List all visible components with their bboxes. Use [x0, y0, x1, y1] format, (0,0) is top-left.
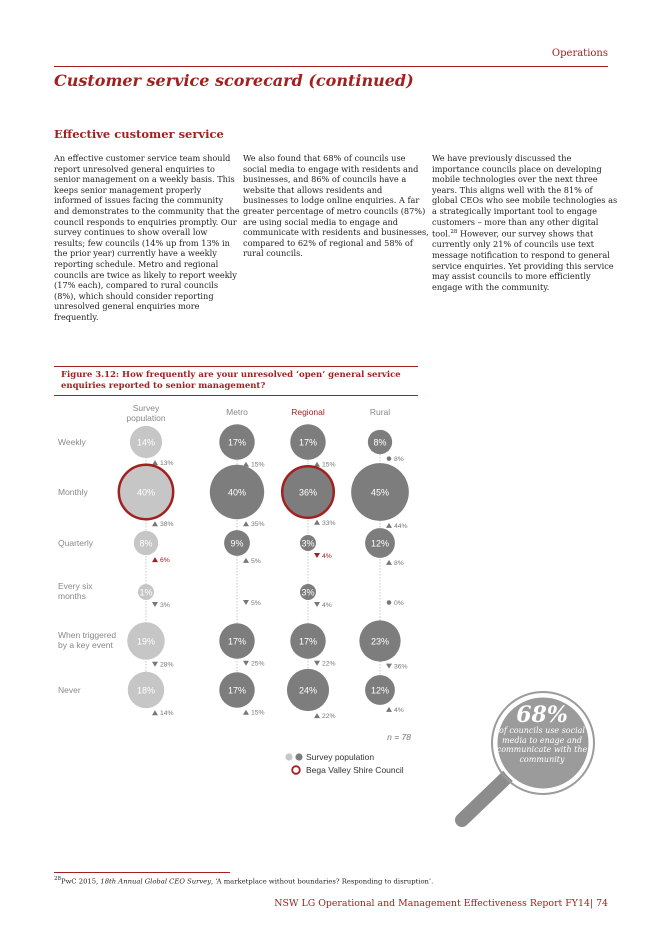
- prior-year-label: 28%: [160, 661, 174, 669]
- bubble-value-label: 3%: [301, 538, 315, 549]
- bubble-value-label: 18%: [136, 685, 156, 696]
- prior-year-label: 14%: [160, 710, 174, 718]
- prior-year-label: 13%: [160, 460, 174, 468]
- legend-label: Survey population: [306, 752, 375, 762]
- bubble-value-label: 23%: [370, 636, 390, 647]
- triangle-up-icon: [243, 521, 249, 526]
- footnote-reference: 28: [450, 229, 458, 236]
- row-label-line: Monthly: [58, 487, 88, 497]
- legend-label: Bega Valley Shire Council: [306, 765, 404, 775]
- bubble-value-label: 14%: [136, 437, 156, 448]
- triangle-up-icon: [314, 713, 320, 718]
- section-heading: Effective customer service: [54, 127, 224, 141]
- bubble-value-label: 1%: [139, 587, 153, 598]
- prior-year-label: 38%: [160, 521, 174, 529]
- bubble-value-label: 9%: [230, 538, 244, 549]
- bubble-value-label: 17%: [227, 685, 247, 696]
- callout-value: 68%: [516, 702, 568, 728]
- prior-year-label: 25%: [251, 660, 265, 668]
- column-header: Regional: [291, 407, 325, 417]
- chart-marks: [58, 403, 411, 775]
- prior-year-label: 4%: [394, 706, 404, 714]
- triangle-down-icon: [386, 664, 392, 669]
- bubble-value-label: 17%: [298, 437, 318, 448]
- triangle-down-icon: [243, 661, 249, 666]
- triangle-down-icon: [152, 662, 158, 667]
- row-label-line: by a key event: [58, 640, 113, 650]
- prior-year-label: 15%: [251, 461, 265, 469]
- column-header: Metro: [226, 407, 248, 417]
- legend-highlight-swatch: [292, 766, 300, 774]
- no-change-dot-icon: [387, 600, 392, 605]
- triangle-down-icon: [314, 661, 320, 666]
- triangle-up-icon: [386, 560, 392, 565]
- callout-text: of councils use social media to enage and communicate with the community: [496, 726, 588, 764]
- bubble-value-label: 8%: [139, 538, 153, 549]
- bubble-value-label: 17%: [227, 437, 247, 448]
- body-column-1: An effective customer service team should report unresolved general enquiries to senior management on a weekly basis. This keeps senior management properly informed of issues facing the community and demonstrates to the community that the council responds to enquiries promptly. Our survey continues to show overall low results; few councils (14% up from 13% in the prior year) currently have a weekly reporting schedule. Metro and regional councils are twice as likely to report weekly (17% each), compared to rural councils (8%), which should consider reporting unresolved general enquiries more frequently.: [54, 153, 240, 322]
- bubble-value-label: 17%: [227, 636, 247, 647]
- column-3-text-continued: However, our survey shows that currently only 21% of councils use text message notification to respond to general service enquiries. Yet providing this service may assist councils to more efficiently engage with the community.: [432, 228, 614, 292]
- prior-year-label: 15%: [251, 709, 265, 717]
- prior-year-label: 5%: [251, 557, 261, 565]
- footnote-source-title: 18th Annual Global CEO Survey: [100, 877, 212, 886]
- legend-survey-swatch: [285, 753, 292, 760]
- page-footer: NSW LG Operational and Management Effectiveness Report FY14| 74: [274, 898, 608, 909]
- triangle-down-icon: [152, 602, 158, 607]
- prior-year-label: 22%: [322, 713, 336, 721]
- triangle-up-icon: [243, 710, 249, 715]
- bubble-value-label: 12%: [370, 538, 390, 549]
- row-label-line: Weekly: [58, 437, 86, 447]
- row-label-line: Never: [58, 685, 81, 695]
- triangle-up-icon: [386, 707, 392, 712]
- triangle-up-icon: [314, 520, 320, 525]
- row-label: [58, 437, 86, 447]
- prior-year-label: 15%: [322, 461, 336, 469]
- bubble-value-label: 24%: [298, 685, 318, 696]
- bubble-value-label: 40%: [227, 487, 247, 498]
- row-label-line: When triggered: [58, 630, 117, 640]
- prior-year-label: 6%: [160, 557, 170, 565]
- bubble-value-label: 17%: [298, 636, 318, 647]
- column-header: Rural: [369, 407, 391, 417]
- row-label: [58, 487, 89, 497]
- footnote-text: PwC 2015,: [61, 877, 101, 886]
- triangle-up-icon: [152, 557, 158, 562]
- row-label-line: Quarterly: [58, 538, 93, 548]
- row-label-line: Every six: [58, 581, 93, 591]
- triangle-down-icon: [314, 602, 320, 607]
- bubble-value-label: 12%: [370, 685, 390, 696]
- bubble-value-label: 19%: [136, 636, 156, 647]
- bubble-value-label: 36%: [298, 487, 318, 498]
- callout: [496, 704, 588, 764]
- triangle-up-icon: [152, 710, 158, 715]
- column-3-text: We have previously discussed the importance councils place on developing mobile technologies over the next three years. This aligns well with the 81% of global CEOs who see mobile technologies as a strategically important tool to engage customers – more than any other digital tool.: [432, 153, 618, 239]
- footnote-mark: 28: [54, 876, 61, 882]
- row-label: [58, 685, 81, 695]
- row-label: [58, 630, 116, 650]
- prior-year-label: 33%: [322, 519, 336, 527]
- triangle-up-icon: [152, 521, 158, 526]
- column-header-line: population: [126, 413, 166, 423]
- triangle-down-icon: [314, 553, 320, 558]
- footnote: [54, 876, 433, 885]
- legend-group-swatch: [295, 753, 302, 760]
- prior-year-label: 3%: [160, 602, 170, 609]
- prior-year-label: 8%: [394, 559, 404, 567]
- prior-year-label: 0%: [394, 600, 404, 607]
- triangle-up-icon: [386, 523, 392, 528]
- figure-caption: Figure 3.12: How frequently are your unresolved ‘open’ general service enquiries reported to senior management?: [61, 370, 401, 391]
- bubble-value-label: 40%: [136, 487, 156, 498]
- prior-year-label: 4%: [322, 553, 332, 560]
- footnote-rule: [54, 872, 230, 873]
- prior-year-label: 36%: [394, 663, 408, 671]
- column-header-line: Survey: [132, 403, 160, 413]
- page-title: Customer service scorecard (continued): [54, 71, 414, 90]
- row-label: [58, 538, 94, 548]
- row-label: [58, 581, 93, 601]
- prior-year-label: 5%: [251, 600, 261, 607]
- footnote-text-rest: , ‘A marketplace without boundaries? Responding to disruption’.: [211, 877, 434, 886]
- prior-year-label: 22%: [322, 660, 336, 668]
- column-header: [126, 403, 166, 423]
- triangle-up-icon: [152, 460, 158, 465]
- bubble-value-label: 45%: [370, 487, 390, 498]
- prior-year-label: 44%: [394, 522, 408, 530]
- bubble-value-label: 8%: [373, 437, 387, 448]
- bubble-value-label: 3%: [301, 587, 315, 598]
- triangle-up-icon: [243, 558, 249, 563]
- triangle-down-icon: [243, 600, 249, 605]
- prior-year-label: 4%: [322, 602, 332, 609]
- body-column-2: We also found that 68% of councils use social media to engage with residents and businesses, and 86% of councils have a website that allows residents and businesses to lodge online enquiries. A far greater percentage of metro councils (87%) are using social media to engage and communicate with residents and businesses, compared to 62% of regional and 58% of rural councils.: [243, 153, 429, 259]
- prior-year-label: 8%: [394, 456, 404, 464]
- no-change-dot-icon: [387, 456, 392, 461]
- sample-size-label: n = 78: [387, 732, 411, 742]
- row-label-line: months: [58, 591, 86, 601]
- prior-year-label: 35%: [251, 521, 265, 529]
- section-label: Operations: [551, 48, 608, 59]
